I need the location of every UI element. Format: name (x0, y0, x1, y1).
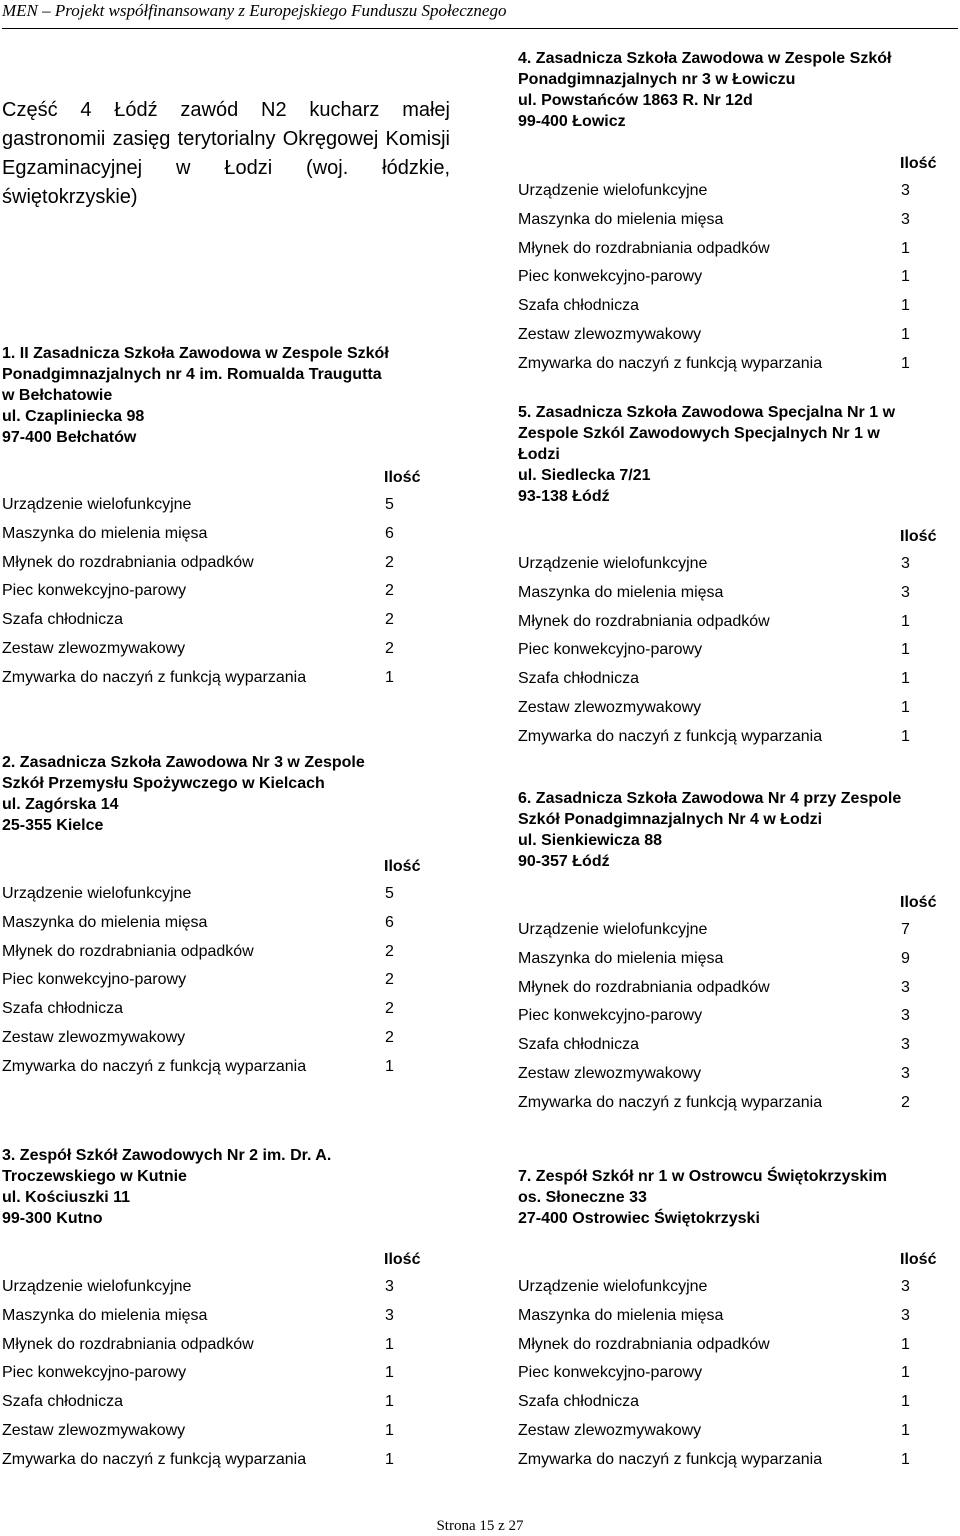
equipment-quantity: 2 (385, 1029, 394, 1046)
equipment-quantity: 1 (901, 326, 910, 343)
equipment-name: Urządzenie wielofunkcyjne (518, 1278, 708, 1295)
equipment-name: Zestaw zlewozmywakowy (2, 1029, 186, 1046)
table-row (2, 523, 422, 545)
equipment-quantity: 1 (901, 1450, 910, 1468)
school-heading-line: ul. Sienkiewicza 88 (518, 832, 663, 849)
table-row (518, 668, 938, 690)
equipment-name: Zmywarka do naczyń z funkcją wyparzania (2, 668, 307, 686)
school-heading-line: ul. Zagórska 14 (2, 796, 119, 813)
equipment-name: Maszynka do mielenia mięsa (518, 949, 724, 967)
equipment-name: Zmywarka do naczyń z funkcją wyparzania (2, 1450, 307, 1468)
table-row (518, 324, 938, 346)
school-heading-line: 3. Zespół Szkół Zawodowych Nr 2 im. Dr. A. (2, 1147, 332, 1164)
equipment-name: Młynek do rozdrabniania odpadków (2, 942, 254, 960)
equipment-name: Zmywarka do naczyń z funkcją wyparzania (518, 354, 823, 372)
equipment-quantity: 1 (901, 612, 910, 630)
equipment-name: Szafa chłodnicza (518, 1393, 639, 1411)
equipment-quantity: 1 (385, 1364, 394, 1382)
equipment-quantity: 6 (385, 524, 394, 542)
table-row (518, 1449, 938, 1471)
table-row (2, 969, 422, 991)
equipment-name: Urządzenie wielofunkcyjne (518, 555, 708, 572)
table-row (518, 611, 938, 633)
table-row (2, 1276, 422, 1298)
school-heading-line: ul. Siedlecka 7/21 (518, 467, 651, 484)
equipment-name: Piec konwekcyjno-parowy (518, 1007, 703, 1025)
table-row (2, 1362, 422, 1384)
equipment-quantity: 3 (901, 1065, 910, 1082)
school-heading-line: ul. Kościuszki 11 (2, 1189, 131, 1206)
school-heading-line: ul. Czapliniecka 98 (2, 408, 145, 425)
table-row (518, 266, 938, 288)
equipment-quantity: 3 (901, 583, 910, 601)
table-row (518, 1420, 938, 1442)
quantity-column-header: Ilość (900, 894, 937, 911)
equipment-quantity: 5 (385, 496, 394, 513)
school-heading-line: ul. Powstańców 1863 R. Nr 12d (518, 92, 753, 109)
equipment-quantity: 1 (901, 699, 910, 716)
table-row (518, 1034, 938, 1056)
school-heading-line: 2. Zasadnicza Szkoła Zawodowa Nr 3 w Zespole (2, 754, 365, 771)
equipment-quantity: 1 (901, 1335, 910, 1353)
equipment-quantity: 1 (901, 727, 910, 745)
table-row (2, 580, 422, 602)
equipment-name: Piec konwekcyjno-parowy (518, 641, 703, 659)
table-row (2, 1056, 422, 1078)
equipment-name: Zmywarka do naczyń z funkcją wyparzania (518, 1450, 823, 1468)
table-row (518, 948, 938, 970)
equipment-quantity: 3 (901, 1036, 910, 1054)
school-heading-line: Troczewskiego w Kutnie (2, 1168, 187, 1185)
table-row (2, 1449, 422, 1471)
school-heading-line: Zespole Szkól Zawodowych Specjalnych Nr 1 w (518, 425, 880, 442)
school-heading (518, 402, 895, 507)
quantity-column-header: Ilość (384, 469, 421, 486)
school-heading-line: Łodzi (518, 446, 560, 463)
table-row (2, 998, 422, 1020)
equipment-quantity: 2 (385, 611, 394, 629)
equipment-name: Urządzenie wielofunkcyjne (2, 885, 192, 902)
equipment-quantity: 1 (385, 1393, 394, 1411)
equipment-name: Szafa chłodnicza (2, 1393, 123, 1411)
table-row (2, 883, 422, 905)
equipment-quantity: 3 (385, 1278, 394, 1295)
equipment-name: Zmywarka do naczyń z funkcją wyparzania (518, 1093, 823, 1111)
equipment-name: Urządzenie wielofunkcyjne (518, 182, 708, 199)
equipment-name: Maszynka do mielenia mięsa (2, 1306, 208, 1324)
table-row (518, 1362, 938, 1384)
equipment-quantity: 3 (901, 555, 910, 572)
equipment-quantity: 2 (385, 553, 394, 571)
equipment-name: Piec konwekcyjno-parowy (2, 582, 187, 600)
school-heading-line: 1. II Zasadnicza Szkoła Zawodowa w Zespole Szkół (2, 345, 389, 362)
table-row (2, 494, 422, 516)
table-row (518, 1276, 938, 1298)
table-row (518, 919, 938, 941)
equipment-quantity: 1 (385, 1422, 394, 1439)
equipment-quantity: 2 (385, 1000, 394, 1018)
equipment-name: Szafa chłodnicza (2, 611, 123, 629)
equipment-name: Maszynka do mielenia mięsa (518, 1306, 724, 1324)
table-row (518, 977, 938, 999)
table-row (2, 1027, 422, 1049)
school-heading-line: 6. Zasadnicza Szkoła Zawodowa Nr 4 przy Zespole (518, 790, 902, 807)
equipment-name: Szafa chłodnicza (518, 670, 639, 688)
school-heading-line: os. Słoneczne 33 (518, 1189, 647, 1206)
equipment-name: Piec konwekcyjno-parowy (518, 1364, 703, 1382)
table-row (2, 941, 422, 963)
equipment-name: Zestaw zlewozmywakowy (2, 1422, 186, 1439)
school-heading-line: 5. Zasadnicza Szkoła Zawodowa Specjalna Nr 1 w (518, 404, 896, 421)
equipment-quantity: 1 (901, 1393, 910, 1411)
equipment-quantity: 1 (901, 1364, 910, 1382)
equipment-quantity: 1 (901, 1422, 910, 1439)
equipment-name: Zmywarka do naczyń z funkcją wyparzania (518, 727, 823, 745)
equipment-name: Urządzenie wielofunkcyjne (518, 921, 708, 938)
equipment-quantity: 7 (901, 921, 910, 938)
table-row (518, 1005, 938, 1027)
equipment-name: Maszynka do mielenia mięsa (518, 583, 724, 601)
school-heading-line: 4. Zasadnicza Szkoła Zawodowa w Zespole Szkół (518, 50, 892, 67)
equipment-quantity: 1 (901, 641, 910, 659)
table-row (2, 912, 422, 934)
school-heading-line: w Bełchatowie (2, 387, 113, 404)
table-row (518, 697, 938, 719)
school-heading-line: 7. Zespół Szkół nr 1 w Ostrowcu Świętokrzyskim (518, 1168, 887, 1185)
school-heading (2, 752, 365, 836)
equipment-quantity: 3 (901, 210, 910, 228)
table-row (518, 726, 938, 748)
equipment-name: Urządzenie wielofunkcyjne (2, 496, 192, 513)
equipment-name: Młynek do rozdrabniania odpadków (518, 1335, 770, 1353)
table-row (518, 1092, 938, 1114)
school-heading-line: Ponadgimnazjalnych nr 3 w Łowiczu (518, 71, 796, 88)
equipment-quantity: 3 (901, 1007, 910, 1025)
equipment-quantity: 1 (385, 1450, 394, 1468)
equipment-name: Szafa chłodnicza (518, 1036, 639, 1054)
school-heading (518, 1166, 887, 1229)
equipment-name: Młynek do rozdrabniania odpadków (2, 1335, 254, 1353)
table-row (518, 295, 938, 317)
equipment-quantity: 2 (385, 640, 394, 657)
table-row (2, 1334, 422, 1356)
equipment-quantity: 1 (385, 1057, 394, 1075)
table-row (518, 582, 938, 604)
equipment-quantity: 5 (385, 885, 394, 902)
table-row (518, 1391, 938, 1413)
equipment-name: Młynek do rozdrabniania odpadków (518, 978, 770, 996)
school-heading-line: 99-300 Kutno (2, 1210, 103, 1227)
table-row (2, 638, 422, 660)
equipment-quantity: 1 (901, 268, 910, 286)
equipment-quantity: 1 (901, 354, 910, 372)
school-heading-line: 93-138 Łódź (518, 488, 610, 505)
table-row (2, 1305, 422, 1327)
school-heading-line: Ponadgimnazjalnych nr 4 im. Romualda Traugutta (2, 366, 382, 383)
school-heading-line: 27-400 Ostrowiec Świętokrzyski (518, 1210, 760, 1227)
equipment-name: Piec konwekcyjno-parowy (2, 971, 187, 989)
equipment-name: Szafa chłodnicza (518, 297, 639, 315)
school-heading-line: 99-400 Łowicz (518, 113, 626, 130)
equipment-quantity: 3 (385, 1306, 394, 1324)
table-row (518, 209, 938, 231)
school-heading-line: Szkół Przemysłu Spożywczego w Kielcach (2, 775, 325, 792)
equipment-quantity: 6 (385, 913, 394, 931)
equipment-name: Młynek do rozdrabniania odpadków (2, 553, 254, 571)
school-heading (518, 788, 901, 872)
table-row (518, 353, 938, 375)
equipment-name: Młynek do rozdrabniania odpadków (518, 612, 770, 630)
table-row (518, 553, 938, 575)
equipment-quantity: 3 (901, 978, 910, 996)
table-row (2, 1391, 422, 1413)
quantity-column-header: Ilość (900, 155, 937, 172)
table-row (2, 1420, 422, 1442)
school-heading-line: Szkół Ponadgimnazjalnych Nr 4 w Łodzi (518, 811, 823, 828)
table-row (2, 609, 422, 631)
school-heading (2, 1145, 331, 1229)
school-heading-line: 97-400 Bełchatów (2, 429, 137, 446)
equipment-quantity: 2 (901, 1093, 910, 1111)
table-row (518, 639, 938, 661)
page-header: MEN – Projekt współfinansowany z Europejskiego Funduszu Społecznego (2, 0, 958, 29)
equipment-quantity: 1 (901, 297, 910, 315)
equipment-name: Piec konwekcyjno-parowy (518, 268, 703, 286)
equipment-quantity: 1 (901, 670, 910, 688)
equipment-name: Maszynka do mielenia mięsa (518, 210, 724, 228)
quantity-column-header: Ilość (900, 1251, 937, 1268)
equipment-quantity: 3 (901, 1306, 910, 1324)
table-row (518, 238, 938, 260)
quantity-column-header: Ilość (384, 858, 421, 875)
section-intro: Część 4 Łódź zawód N2 kucharz małej gastronomii zasięg terytorialny Okręgowej Komisji Egzaminacyjnej w Łodzi (woj. łódzkie, świętokrzyskie) (2, 99, 450, 208)
table-row (518, 180, 938, 202)
equipment-name: Maszynka do mielenia mięsa (2, 524, 208, 542)
equipment-quantity: 9 (901, 949, 910, 967)
school-heading-line: 25-355 Kielce (2, 817, 104, 834)
equipment-quantity: 1 (901, 239, 910, 257)
school-heading (2, 343, 389, 448)
school-heading-line: 90-357 Łódź (518, 853, 610, 870)
school-heading (518, 48, 891, 132)
equipment-quantity: 3 (901, 1278, 910, 1295)
equipment-name: Zestaw zlewozmywakowy (2, 640, 186, 657)
equipment-quantity: 2 (385, 942, 394, 960)
equipment-name: Urządzenie wielofunkcyjne (2, 1278, 192, 1295)
table-row (518, 1063, 938, 1085)
equipment-quantity: 3 (901, 182, 910, 199)
table-row (2, 667, 422, 689)
quantity-column-header: Ilość (900, 528, 937, 545)
equipment-quantity: 1 (385, 1335, 394, 1353)
quantity-column-header: Ilość (384, 1251, 421, 1268)
equipment-name: Zestaw zlewozmywakowy (518, 699, 702, 716)
equipment-name: Maszynka do mielenia mięsa (2, 913, 208, 931)
table-row (518, 1305, 938, 1327)
equipment-quantity: 1 (385, 668, 394, 686)
table-row (2, 552, 422, 574)
page-number: Strona 15 z 27 (436, 1518, 524, 1534)
equipment-name: Zestaw zlewozmywakowy (518, 326, 702, 343)
equipment-name: Zestaw zlewozmywakowy (518, 1065, 702, 1082)
equipment-name: Piec konwekcyjno-parowy (2, 1364, 187, 1382)
table-row (518, 1334, 938, 1356)
equipment-quantity: 2 (385, 582, 394, 600)
equipment-name: Młynek do rozdrabniania odpadków (518, 239, 770, 257)
equipment-name: Zestaw zlewozmywakowy (518, 1422, 702, 1439)
equipment-quantity: 2 (385, 971, 394, 989)
equipment-name: Szafa chłodnicza (2, 1000, 123, 1018)
equipment-name: Zmywarka do naczyń z funkcją wyparzania (2, 1057, 307, 1075)
